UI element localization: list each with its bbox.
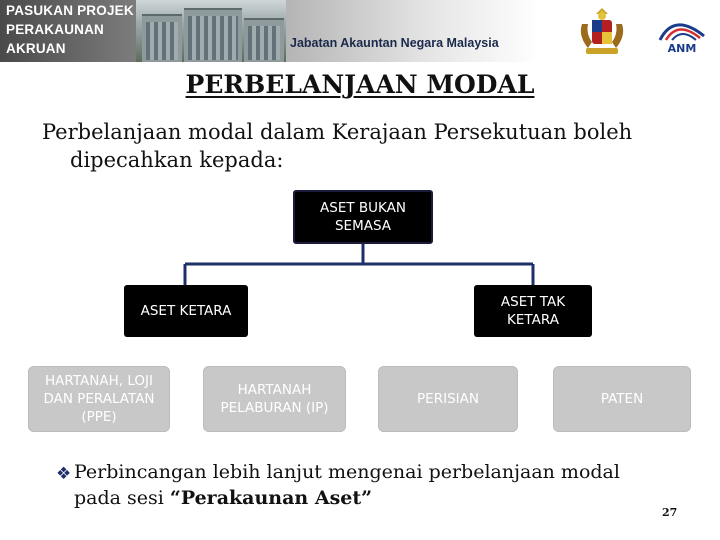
node-aset-bukan-semasa: ASET BUKAN SEMASA (293, 190, 433, 244)
node-hartanah-pelaburan: HARTANAH PELABURAN (IP) (203, 366, 346, 432)
intro-text: Perbelanjaan modal dalam Kerajaan Persekutuan boleh dipecahkan kepada: (42, 120, 633, 172)
node-perisian: PERISIAN (378, 366, 518, 432)
program-title-line: AKRUAN (6, 41, 66, 56)
node-ppe: HARTANAH, LOJI DAN PERALATAN (PPE) (28, 366, 170, 432)
program-title-line: PERAKAUNAN (6, 22, 105, 37)
bullet-highlight: “Perakaunan Aset” (169, 487, 373, 509)
bullet-text-body: Perbincangan lebih lanjut mengenai perbelanjaan modal pada sesi (74, 461, 620, 509)
bullet-note (56, 459, 666, 511)
diamond-bullet-icon: ❖ (56, 464, 72, 484)
page-number: 27 (662, 506, 678, 519)
node-paten: PATEN (553, 366, 691, 432)
node-aset-ketara: ASET KETARA (124, 285, 248, 337)
slide-title-text: PERBELANJAAN MODAL (185, 70, 535, 99)
program-title-line: PASUKAN PROJEK (6, 3, 134, 18)
anm-logo-text: ANM (667, 42, 697, 55)
bullet-text (56, 459, 666, 511)
node-aset-tak-ketara: ASET TAK KETARA (474, 285, 592, 337)
agency-name: Jabatan Akauntan Negara Malaysia (290, 36, 499, 50)
